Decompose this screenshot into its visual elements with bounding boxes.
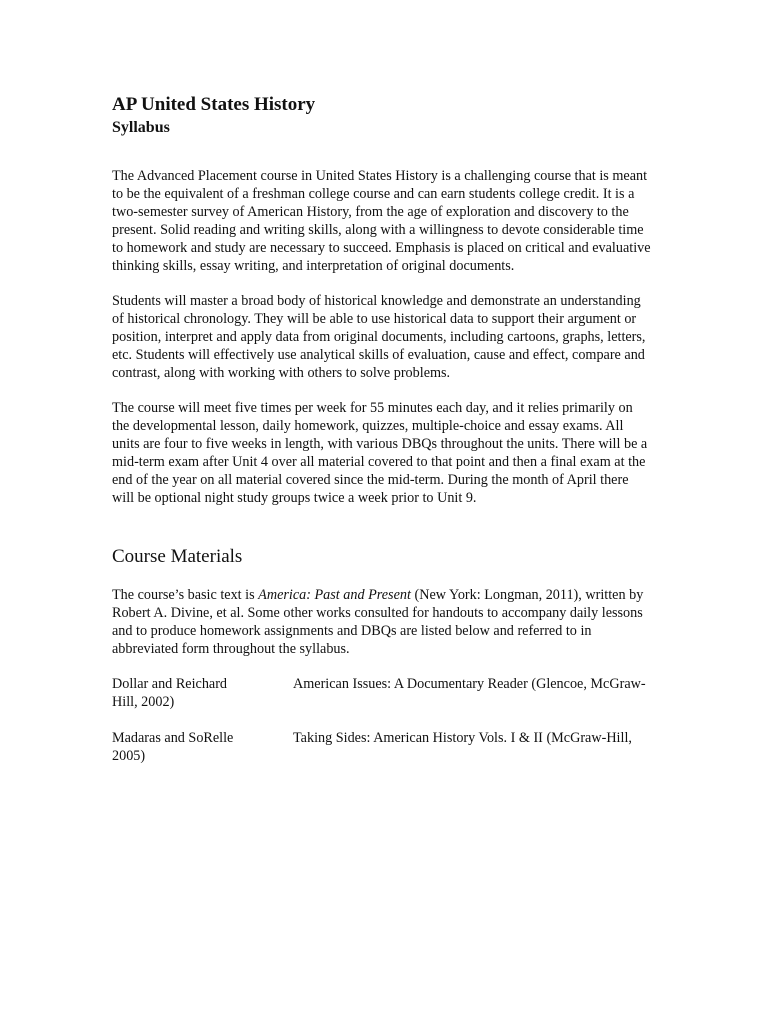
document-title: AP United States History xyxy=(112,94,316,115)
materials-paragraph xyxy=(112,586,652,658)
materials-text-before: The course’s basic text is xyxy=(112,587,259,603)
reference-item xyxy=(112,675,652,711)
intro-paragraph-3: The course will meet five times per week for 55 minutes each day, and it relies primarily on the developmental lesson, daily homework, quizzes, multiple-choice and essay exams. All units are four to five weeks in length, with various DBQs throughout the units. There will be a mid-term exam after Unit 4 over all material covered to that point and then a final exam at the end of the year on all material covered since the mid-term. During the month of April there will be optional night study groups twice a week prior to Unit 9. xyxy=(112,400,648,506)
intro-paragraph-1: The Advanced Placement course in United States History is a challenging course that is meant to be the equivalent of a freshman college course and can earn students college credit. It is a two-semester survey of American History, from the age of exploration and discovery to the present. Solid reading and writing skills, along with a willingness to devote considerable time to homework and study are necessary to succeed. Emphasis is placed on critical and evaluative thinking skills, essay writing, and interpretation of original documents. xyxy=(112,168,651,274)
textbook-title: America: Past and Present xyxy=(258,587,411,603)
reference-author: Dollar and Reichard xyxy=(112,676,228,692)
reference-work: Taking Sides: American History Vols. I & II (McGraw-Hill, 2005) xyxy=(112,730,632,764)
section-heading-course-materials: Course Materials xyxy=(112,546,243,567)
document-subtitle: Syllabus xyxy=(112,119,170,136)
reference-author: Madaras and SoRelle xyxy=(112,730,234,746)
syllabus-page xyxy=(112,93,652,783)
materials-text-after: (New York: Longman, 2011), written by Robert A. Divine, et al. Some other works consulted for handouts to accompany daily lessons and to produce homework assignments and DBQs are listed below and referred to in abbreviated form throughout the syllabus. xyxy=(112,587,644,657)
reference-item xyxy=(112,729,652,765)
reference-work: American Issues: A Documentary Reader (Glencoe, McGraw-Hill, 2002) xyxy=(112,676,646,710)
reference-list xyxy=(112,675,652,765)
intro-paragraph-2: Students will master a broad body of historical knowledge and demonstrate an understanding of historical chronology. They will be able to use historical data to support their argument or position, interpret and apply data from original documents, including cartoons, graphs, letters, etc. Students will effectively use analytical skills of evaluation, cause and effect, compare and contrast, along with working with others to solve problems. xyxy=(112,293,646,381)
